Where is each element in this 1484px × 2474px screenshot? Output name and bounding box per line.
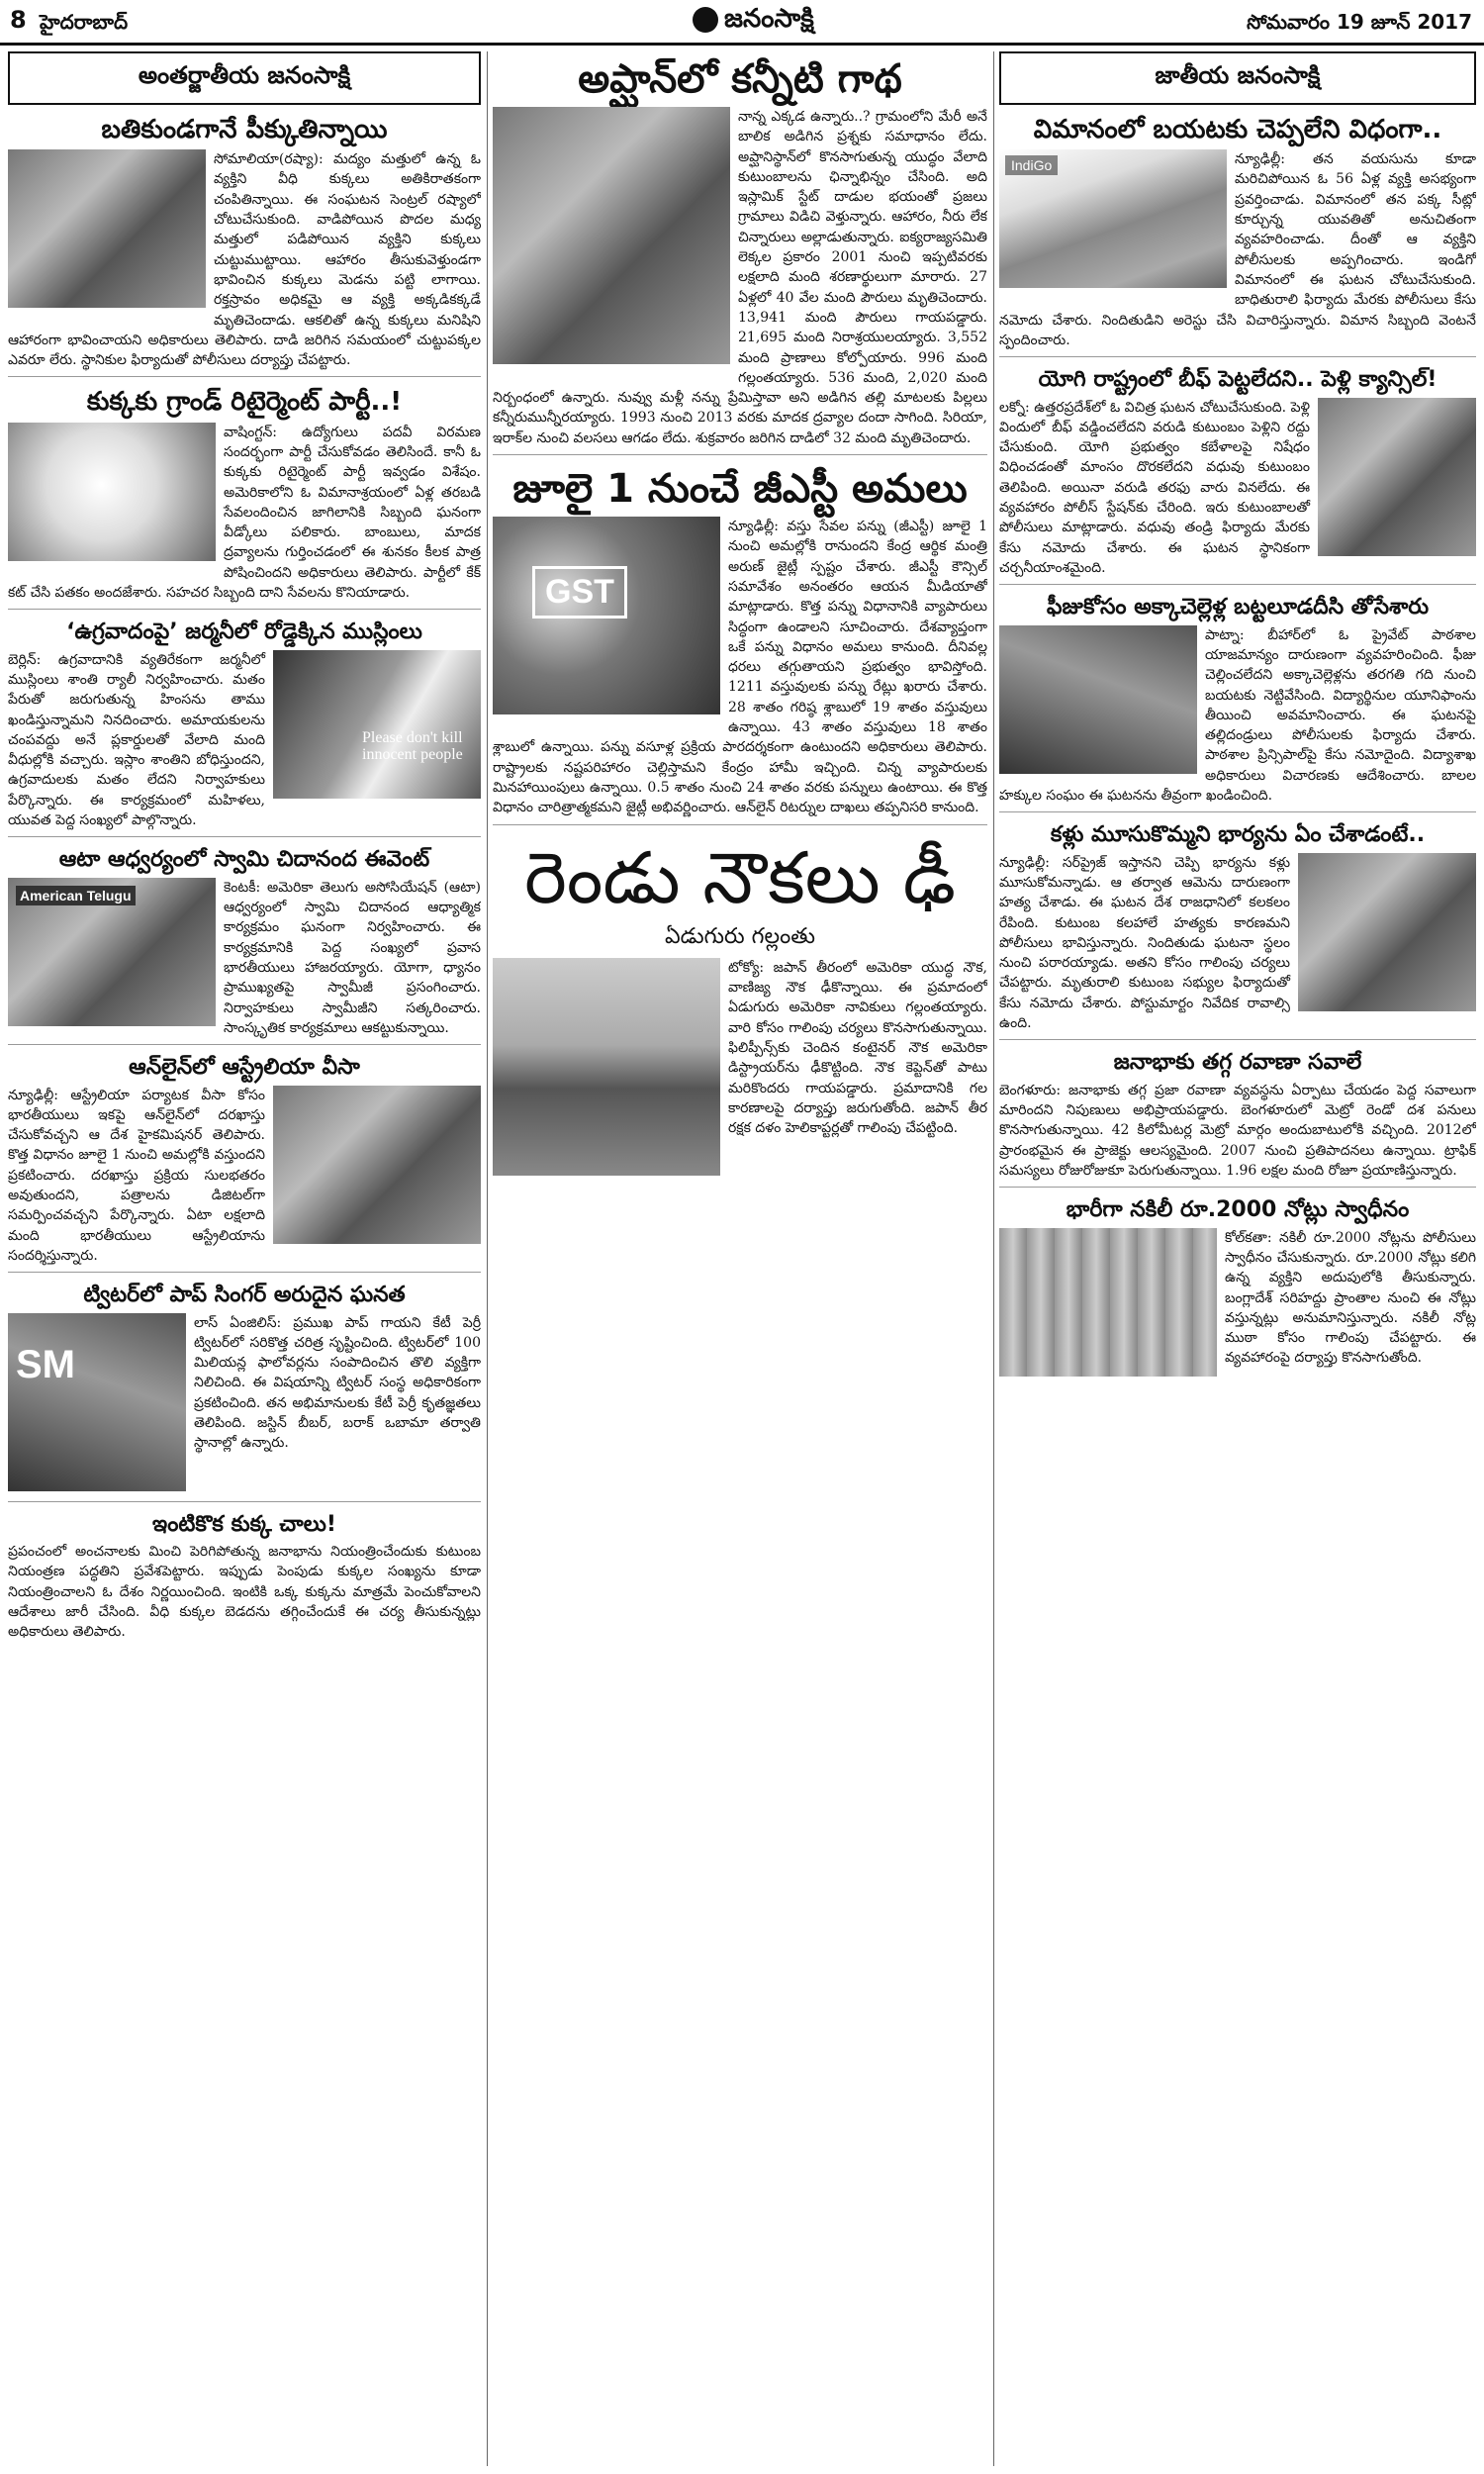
headline: బతికుండగానే పీక్కుతిన్నాయి bbox=[101, 115, 388, 144]
story-body: నాన్న ఎక్కడ ఉన్నారు..? గ్రామంలోని మేరీ అనే బాలిక అడిగిన ప్రశ్నకు సమాధానం లేదు. అప్ఘానిస్థాన్‌లో కొనసాగుతున్న యుద్ధం వేలాది కుటుంబాలను ఛిన్నాభిన్నం చేసింది. అది ఇస్లామిక్ స్టేట్ దాడుల భయంతో ప్రజలు గ్రామాలు విడిచి వెళ్తున్నారు. ఆహారం, నీరు లేక చిన్నారులు అల్లాడుతున్నారు. ఐక్యరాజ్యసమితి లెక్కల ప్రకారం 2001 నుంచి ఇప్పటివరకు లక్షలాది మంది శరణార్థులుగా మారారు. 27 ఏళ్లలో 40 వేల మంది పౌరులు మృతిచెందారు. 13,941 మంది పౌరులు గాయపడ్డారు. 21,695 మంది నిరాశ్రయులయ్యారు. 3,552 మంది ప్రాణాలు కోల్పోయారు. 996 మంది గల్లంతయ్యారు. 536 మంది, 2,020 మంది నిర్బంధంలో ఉన్నారు. నువ్వు మళ్లీ నన్ను ప్రేమిస్తావా అని అడిగిన తల్లి మాటలకు పిల్లలు కన్నీరుమున్నీరయ్యారు. 1993 నుంచి 2013 వరకు మాదక ద్రవ్యాల దందా సాగింది. సిరియా, ఇరాక్‌ల నుంచి వలసలు ఆగడం లేదు. శుక్రవారం జరిగిన దాడిలో 32 మంది మృతిచెందారు. bbox=[493, 109, 987, 446]
airline-logo-text: IndiGo bbox=[1005, 155, 1058, 175]
story-photo bbox=[8, 149, 206, 308]
headline: అప్ఘాన్‌లో కన్నీటి గాథ bbox=[578, 56, 902, 102]
story-body: సోమాలియా(రష్యా): మద్యం మత్తులో ఉన్న ఓ వ్యక్తిని వీధి కుక్కలు అతికిరాతకంగా చంపితిన్నాయి. ఈ సంఘటన సెంట్రల్ రష్యాలో చోటుచేసుకుంది. వాడిపోయిన పొదల మధ్య మత్తులో పడిపోయిన వ్యక్తిని కుక్కలు చుట్టుముట్టాయి. ఆహారం తీసుకువెళ్తుండగా భావించిన కుక్కలు మెడను పట్టి లాగాయి. రక్తస్రావం అధికమై ఆ వ్యక్తి అక్కడికక్కడే మృతిచెందాడు. ఆకలితో ఉన్న కుక్కలు మనిషిని ఆహారంగా భావించాయని అధికారులు తెలిపారు. దాడి జరిగిన సమయంలో చుట్టుపక్కల ఎవరూ లేరు. స్థానికుల ఫిర్యాదుతో పోలీసులు దర్యాప్తు చేపట్టారు. bbox=[8, 151, 481, 369]
edition-city: హైదరాబాద్ bbox=[40, 10, 129, 34]
international-column bbox=[8, 51, 481, 2466]
crime-scene-photo bbox=[1298, 853, 1476, 1011]
paper-name: జనంసాక్షి bbox=[724, 4, 814, 34]
headline: ట్విటర్‌లో పాప్ సింగర్ అరుదైన ఘనత bbox=[83, 1283, 406, 1308]
main-column bbox=[493, 51, 987, 2466]
story-dog-retirement bbox=[8, 383, 481, 610]
headline: విమానంలో బయటకు చెప్పలేని విధంగా.. bbox=[1033, 115, 1442, 144]
gst-graphic-label: GST bbox=[532, 566, 627, 618]
dog-photo bbox=[8, 423, 216, 561]
headline: కుక్కకు గ్రాండ్ రిటైర్మెంట్ పార్టీ..! bbox=[86, 387, 403, 418]
headline: ఇంటికొక కుక్క చాలు! bbox=[152, 1511, 336, 1537]
story-ship-collision bbox=[493, 831, 987, 1186]
story-body: కెంటకీ: అమెరికా తెలుగు అసోసియేషన్ (ఆటా) ఆధ్వర్యంలో స్వామి చిదానంద ఆధ్యాత్మిక కార్యక్రమం ఘనంగా నిర్వహించారు. ఈ కార్యక్రమానికి పెద్ద సంఖ్యలో ప్రవాస భారతీయులు హాజరయ్యారు. యోగా, ధ్యానం ప్రాముఖ్యతపై స్వామీజీ ప్రసంగించారు. నిర్వాహకులు స్వామీజీని సత్కరించారు. సాంస్కృతిక కార్యక్రమాలు ఆకట్టుకున్నాయి. bbox=[224, 879, 481, 1036]
story-body: వాషింగ్టన్: ఉద్యోగులు పదవీ విరమణ సందర్భంగా పార్టీ చేసుకోవడం తెలిసిందే. కానీ ఓ కుక్కకు రిటైర్మెంట్ పార్టీ ఇవ్వడం విశేషం. అమెరికాలోని ఓ విమానాశ్రయంలో ఏళ్ల తరబడి సేవలందించిన జాగిలానికి సిబ్బంది ఘనంగా వీడ్కోలు పలికారు. బాంబులు, మాదక ద్రవ్యాలను గుర్తించడంలో ఈ శునకం కీలక పాత్ర పోషించిందని అధికారులు తెలిపారు. పార్టీలో కేక్ కట్ చేసి పతకం అందజేశారు. సహచర సిబ్బంది దాని సేవలను కొనియాడారు. bbox=[8, 424, 481, 602]
section-title-international: అంతర్జాతీయ జనంసాక్షి bbox=[8, 51, 481, 105]
banner-text: American Telugu bbox=[16, 886, 136, 905]
food-photo bbox=[1318, 398, 1476, 556]
story-beef-wedding bbox=[999, 363, 1476, 585]
children-photo bbox=[999, 625, 1197, 774]
story-one-dog bbox=[8, 1508, 481, 1649]
logo-emblem-icon bbox=[693, 7, 718, 33]
column-divider bbox=[993, 51, 994, 2466]
currency-photo bbox=[999, 1228, 1217, 1377]
headline: భారీగా నకిలీ రూ.2000 నోట్లు స్వాధీనం bbox=[1066, 1197, 1410, 1223]
story-transport bbox=[999, 1046, 1476, 1188]
headline: యోగి రాష్ట్రంలో బీఫ్ పెట్టలేదని.. పెళ్లి క్యాన్సిల్! bbox=[1038, 367, 1438, 393]
story-flight bbox=[999, 111, 1476, 357]
event-photo bbox=[8, 878, 216, 1026]
column-divider bbox=[487, 51, 488, 2466]
protest-sign-text: Please don't kill innocent people bbox=[362, 728, 463, 764]
story-body: న్యూఢిల్లీ: వస్తు సేవల పన్ను (జీఎస్టీ) జూలై 1 నుంచి అమల్లోకి రానుందని కేంద్ర ఆర్థిక మంత్రి అరుణ్ జైట్లీ స్పష్టం చేశారు. జీఎస్టీ కౌన్సిల్ సమావేశం అనంతరం ఆయన మీడియాతో మాట్లాడారు. కొత్త పన్ను విధానానికి వ్యాపారులు సిద్ధంగా ఉండాలని సూచించారు. దేశవ్యాప్తంగా ఒకే పన్ను విధానం అమలు కానుంది. దీనివల్ల ధరలు తగ్గుతాయని ప్రభుత్వం భావిస్తోంది. 1211 వస్తువులకు పన్ను రేట్లు ఖరారు చేశారు. 28 శాతం గరిష్ఠ శ్లాబులో 19 శాతం వస్తువులు ఉన్నాయి. 43 శాతం వస్తువులు 18 శాతం శ్లాబులో ఉన్నాయి. పన్ను వసూళ్ల ప్రక్రియ పారదర్శకంగా ఉంటుందని అధికారులు తెలిపారు. రాష్ట్రాలకు నష్టపరిహారం చెల్లిస్తామని కేంద్రం హామీ ఇచ్చింది. చిన్న వ్యాపారులకు మినహాయింపులు ఉన్నాయి. 0.5 శాతం నుంచి 24 శాతం వరకు పన్నులు ఉంటాయి. ఈ కొత్త విధానం చారిత్రాత్మకమని జైట్లీ అభివర్ణించారు. ఆన్‌లైన్ రిటర్నుల దాఖలు తప్పనిసరి కానుంది. bbox=[493, 519, 987, 816]
story-wife-murder bbox=[999, 818, 1476, 1040]
headline: జనాభాకు తగ్గ రవాణా సవాలే bbox=[1113, 1050, 1362, 1076]
story-body: లక్నో: ఉత్తరప్రదేశ్‌లో ఓ విచిత్ర ఘటన చోటుచేసుకుంది. పెళ్లి విందులో బీఫ్ వడ్డించలేదని వరుడి కుటుంబం పెళ్లిని రద్దు చేసుకుంది. యోగి ప్రభుత్వం కబేళాలపై నిషేధం విధించడంతో మాంసం దొరకలేదని వధువు కుటుంబం తెలిపింది. అయినా వరుడి తరఫు వారు వినలేదు. ఈ వ్యవహారం పోలీస్ స్టేషన్‌కు చేరింది. ఇరు కుటుంబాలతో పోలీసులు మాట్లాడారు. వధువు తండ్రి ఫిర్యాదు మేరకు కేసు నమోదు చేశారు. ఈ ఘటన స్థానికంగా చర్చనీయాంశమైంది. bbox=[999, 399, 1310, 576]
story-body: న్యూఢిల్లీ: తన వయసును కూడా మరిచిపోయిన ఓ 56 ఏళ్ల వ్యక్తి అసభ్యంగా ప్రవర్తించాడు. విమానంలో తన పక్క సీట్లో కూర్చున్న యువతితో అనుచితంగా వ్యవహరించాడు. దీంతో ఆ వ్యక్తిని పోలీసులకు అప్పగించారు. ఇండిగో విమానంలో ఈ ఘటన చోటుచేసుకుంది. బాధితురాలి ఫిర్యాదు మేరకు పోలీసులు కేసు నమోదు చేశారు. నిందితుడిని అరెస్టు చేసి విచారిస్తున్నారు. విమాన సిబ్బంది వెంటనే స్పందించారు. bbox=[999, 151, 1476, 348]
story-australia-visa bbox=[8, 1051, 481, 1273]
gst-photo bbox=[493, 517, 720, 714]
story-gst bbox=[493, 461, 987, 824]
headline: ఆన్‌లైన్‌లో ఆస్ట్రేలియా వీసా bbox=[129, 1055, 360, 1081]
story-body: న్యూఢిల్లీ: సర్‌ప్రైజ్ ఇస్తానని చెప్పి భార్యను కళ్లు మూసుకోమన్నాడు. ఆ తర్వాత ఆమెను దారుణంగా హత్య చేశాడు. ఈ ఘటన దేశ రాజధానిలో కలకలం రేపింది. కుటుంబ కలహాలే హత్యకు కారణమని పోలీసులు భావిస్తున్నారు. నిందితుడు ఘటనా స్థలం నుంచి పరారయ్యాడు. అతని కోసం గాలింపు చర్యలు చేపట్టారు. మృతురాలి కుటుంబ సభ్యుల ఫిర్యాదుతో కేసు నమోదు చేశారు. పోస్టుమార్టం నివేదిక రావాల్సి ఉంది. bbox=[999, 854, 1290, 1032]
afghan-photo bbox=[493, 107, 730, 364]
section-title-national: జాతీయ జనంసాక్షి bbox=[999, 51, 1476, 105]
singer-photo bbox=[8, 1313, 186, 1491]
story-body: ప్రపంచంలో అంచనాలకు మించి పెరిగిపోతున్న జనాభాను నియంత్రించేందుకు కుటుంబ నియంత్రణ పద్ధతిని ప్రవేశపెట్టారు. ఇప్పుడు పెంపుడు కుక్కల సంఖ్యను కూడా నియంత్రించాలని ఓ దేశం నిర్ణయించింది. ఇంటికి ఒక్క కుక్కను మాత్రమే పెంచుకోవాలని ఆదేశాలు జారీ చేసింది. వీధి కుక్కల బెడదను తగ్గించేందుకే ఈ చర్య తీసుకున్నట్లు అధికారులు తెలిపారు. bbox=[8, 1543, 481, 1641]
story-body: కోల్‌కతా: నకిలీ రూ.2000 నోట్లను పోలీసులు స్వాధీనం చేసుకున్నారు. రూ.2000 నోట్లు కలిగి ఉన్న వ్యక్తిని అదుపులోకి తీసుకున్నారు. బంగ్లాదేశ్ సరిహద్దు ప్రాంతాల నుంచి ఈ నోట్లు వస్తున్నట్లు అనుమానిస్తున్నారు. నకిలీ నోట్ల ముఠా కోసం గాలింపు చేపట్టారు. ఈ వ్యవహారంపై దర్యాప్తు కొనసాగుతోంది. bbox=[1225, 1229, 1476, 1367]
subheadline: ఏడుగురు గల్లంతు bbox=[665, 923, 815, 949]
story-pop-singer bbox=[8, 1279, 481, 1501]
story-school-fees bbox=[999, 591, 1476, 812]
story-body: బెర్లిన్: ఉగ్రవాదానికి వ్యతిరేకంగా జర్మనీలో ముస్లింలు శాంతి ర్యాలీ నిర్వహించారు. మతం పేరుతో జరుగుతున్న హింసను తాము ఖండిస్తున్నామని నినదించారు. అమాయకులను చంపవద్దు అనే ప్లకార్డులతో వేలాది మంది వీధుల్లోకి వచ్చారు. ఇస్లాం శాంతిని బోధిస్తుందని, ఉగ్రవాదులకు మతం లేదని నిర్వాహకులు పేర్కొన్నారు. ఈ కార్యక్రమంలో మహిళలు, యువత పెద్ద సంఖ్యలో పాల్గొన్నారు. bbox=[8, 651, 265, 829]
headline: రెండు నౌకలు ఢీ bbox=[524, 835, 956, 919]
backdrop-text: SM bbox=[16, 1342, 75, 1386]
protest-photo bbox=[273, 650, 481, 799]
masthead bbox=[0, 0, 1484, 46]
story-afghan bbox=[493, 51, 987, 455]
page-number: 8 bbox=[10, 6, 27, 34]
story-body: లాస్ ఏంజిలిస్: ప్రముఖ పాప్ గాయని కేటీ పెర్రీ ట్విటర్‌లో సరికొత్త చరిత్ర సృష్టించింది. ట్విటర్‌లో 100 మిలియన్ల ఫాలోవర్లను సంపాదించిన తొలి వ్యక్తిగా నిలిచింది. ఈ విషయాన్ని ట్విటర్ సంస్థ అధికారికంగా ప్రకటించింది. తన అభిమానులకు కేటీ పెర్రీ కృతజ్ఞతలు తెలిపింది. జస్టిన్ బీబర్, బరాక్ ఒబామా తర్వాతి స్థానాల్లో ఉన్నారు. bbox=[194, 1314, 481, 1452]
story-dogs-attack bbox=[8, 111, 481, 377]
ship-photo bbox=[493, 958, 720, 1176]
story-germany-muslims bbox=[8, 616, 481, 837]
headline: ఆటా ఆధ్వర్యంలో స్వామి చిదానంద ఈవెంట్ bbox=[58, 847, 430, 873]
story-body: పాట్నా: బీహార్‌లో ఓ ప్రైవేట్ పాఠశాల యాజమాన్యం దారుణంగా వ్యవహరించింది. ఫీజు చెల్లించలేదని అక్కాచెల్లెళ్లను తరగతి గది నుంచి బయటకు నెట్టివేసింది. విద్యార్థినుల యూనిఫాంను తీయించి అవమానించారు. ఈ ఘటనపై తల్లిదండ్రులు పోలీసులకు ఫిర్యాదు చేశారు. పాఠశాల ప్రిన్సిపాల్‌పై కేసు నమోదైంది. విద్యాశాఖ అధికారులు విచారణకు ఆదేశించారు. బాలల హక్కుల సంఘం ఈ ఘటనను తీవ్రంగా ఖండించింది. bbox=[999, 626, 1476, 804]
official-photo bbox=[273, 1086, 481, 1244]
paper-logo bbox=[693, 4, 814, 40]
story-body: బెంగళూరు: జనాభాకు తగ్గ ప్రజా రవాణా వ్యవస్థను ఏర్పాటు చేయడం పెద్ద సవాలుగా మారిందని నిపుణులు అభిప్రాయపడ్డారు. బెంగళూరులో మెట్రో రెండో దశ పనులు కొనసాగుతున్నాయి. 42 కిలోమీటర్ల మెట్రో మార్గం అందుబాటులోకి వచ్చింది. 2012లో ప్రారంభమైన ఈ ప్రాజెక్టు ఆలస్యమైంది. 2007 నుంచి ప్రతిపాదనలు ఉన్నాయి. ట్రాఫిక్ సమస్యలు రోజురోజుకూ పెరుగుతున్నాయి. 1.96 లక్షల మంది రోజూ ప్రయాణిస్తున్నారు. bbox=[999, 1082, 1476, 1179]
headline: జూలై 1 నుంచే జీఎస్టీ అమలు bbox=[512, 466, 968, 513]
story-body: టోక్యో: జపాన్ తీరంలో అమెరికా యుద్ధ నౌక, వాణిజ్య నౌక ఢీకొన్నాయి. ఈ ప్రమాదంలో ఏడుగురు అమెరికా నావికులు గల్లంతయ్యారు. వారి కోసం గాలింపు చర్యలు కొనసాగుతున్నాయి. ఫిలిప్పీన్స్‌కు చెందిన కంటైనర్ నౌక అమెరికా డిస్ట్రాయర్‌ను ఢీకొట్టింది. నౌక కెప్టెన్‌తో పాటు మరికొందరు గాయపడ్డారు. ప్రమాదానికి గల కారణాలపై దర్యాప్తు జరుగుతోంది. జపాన్ తీర రక్షక దళం హెలికాప్టర్లతో గాలింపు చేపట్టింది. bbox=[728, 959, 987, 1137]
story-fake-notes bbox=[999, 1193, 1476, 1385]
plane-photo bbox=[999, 149, 1227, 288]
issue-date: సోమవారం 19 జూన్ 2017 bbox=[1247, 10, 1472, 34]
headline: ఫీజుకోసం అక్కాచెల్లెళ్ల బట్టలూడదీసి తోసేశారు bbox=[1046, 595, 1430, 620]
headline: కళ్లు మూసుకొమ్మని భార్యను ఏం చేశాడంటే.. bbox=[1050, 822, 1426, 848]
national-column bbox=[999, 51, 1476, 2466]
headline: ‘ఉగ్రవాదంపై’ జర్మనీలో రోడ్డెక్కిన ముస్లిం‌లు bbox=[66, 619, 422, 645]
story-ata-event bbox=[8, 843, 481, 1045]
story-body: న్యూఢిల్లీ: ఆస్ట్రేలియా పర్యాటక వీసా కోసం భారతీయులు ఇకపై ఆన్‌లైన్‌లో దరఖాస్తు చేసుకోవచ్చని ఆ దేశ హైకమిషనర్ తెలిపారు. కొత్త విధానం జూలై 1 నుంచి అమల్లోకి వస్తుందని ప్రకటించారు. దరఖాస్తు ప్రక్రియ సులభతరం అవుతుందని, పత్రాలను డిజిటల్‌గా సమర్పించవచ్చని పేర్కొన్నారు. ఏటా లక్షలాది మంది భారతీయులు ఆస్ట్రేలియాను సందర్శిస్తున్నారు. bbox=[8, 1087, 265, 1264]
